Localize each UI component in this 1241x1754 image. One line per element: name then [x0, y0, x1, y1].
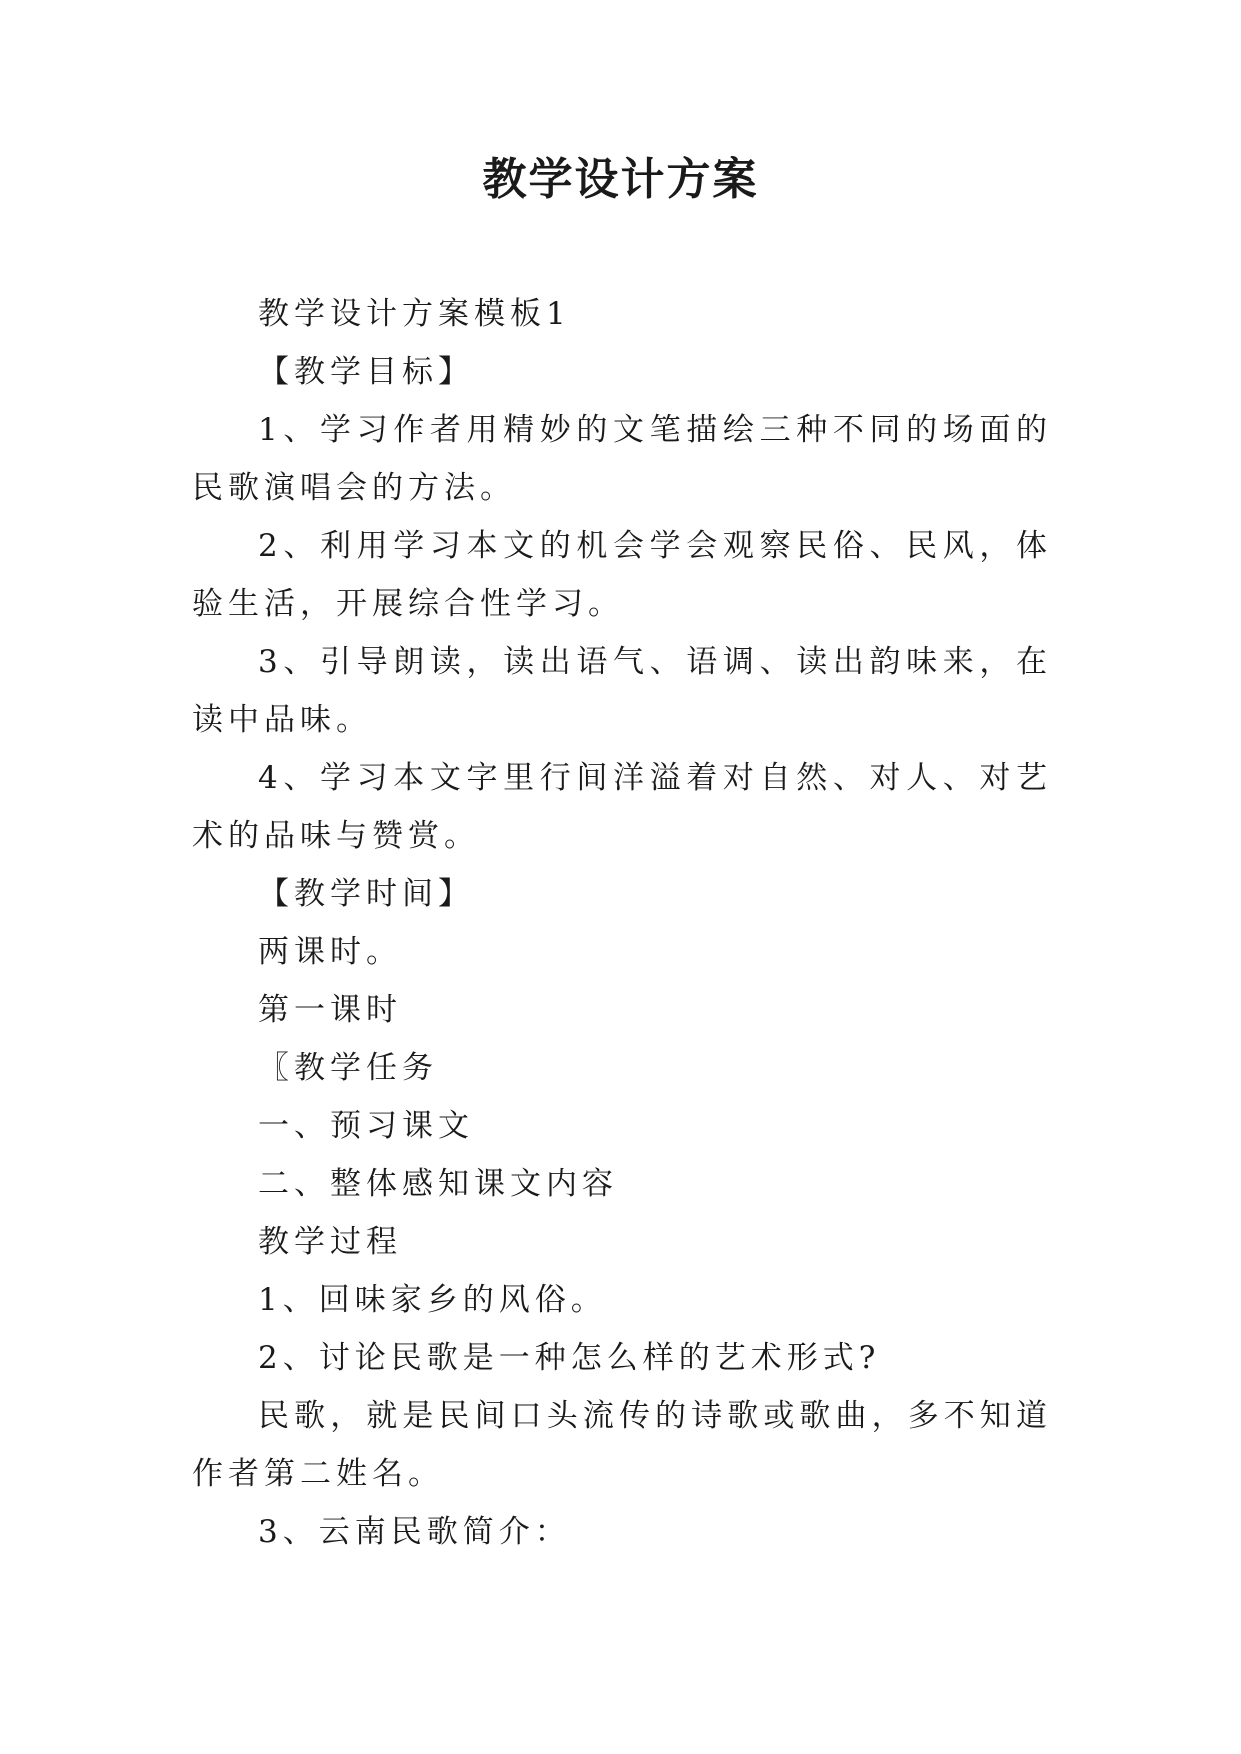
paragraph-process-2: 2、讨论民歌是一种怎么样的艺术形式? — [258, 1340, 881, 1376]
document-title: 教学设计方案 — [482, 154, 759, 205]
paragraph-folk-song-definition: 民歌，就是民间口头流传的诗歌或歌曲，多不知道作者第二姓名。 — [192, 1398, 1052, 1492]
paragraph-process-3: 3、云南民歌简介： — [258, 1514, 571, 1550]
paragraph-objective-3: 3、引导朗读，读出语气、语调、读出韵味来，在读中品味。 — [192, 644, 1052, 738]
document-body — [192, 285, 1052, 1561]
paragraph-task-1: 一、预习课文 — [258, 1108, 474, 1144]
paragraph-template-heading: 教学设计方案模板1 — [258, 296, 571, 332]
paragraph-objective-4: 4、学习本文字里行间洋溢着对自然、对人、对艺术的品味与赞赏。 — [192, 760, 1052, 854]
paragraph-process-1: 1、回味家乡的风俗。 — [258, 1282, 607, 1318]
paragraph-teaching-process: 教学过程 — [258, 1224, 402, 1260]
paragraph-teaching-tasks: 〖教学任务 — [258, 1050, 438, 1086]
paragraph-time-value: 两课时。 — [258, 934, 402, 970]
paragraph-first-lesson: 第一课时 — [258, 992, 402, 1028]
paragraph-task-2: 二、整体感知课文内容 — [258, 1166, 618, 1202]
paragraph-section-objectives: 【教学目标】 — [258, 354, 474, 390]
paragraph-section-time: 【教学时间】 — [258, 876, 474, 912]
paragraph-objective-2: 2、利用学习本文的机会学会观察民俗、民风，体验生活，开展综合性学习。 — [192, 528, 1052, 622]
paragraph-objective-1: 1、学习作者用精妙的文笔描绘三种不同的场面的民歌演唱会的方法。 — [192, 412, 1052, 506]
